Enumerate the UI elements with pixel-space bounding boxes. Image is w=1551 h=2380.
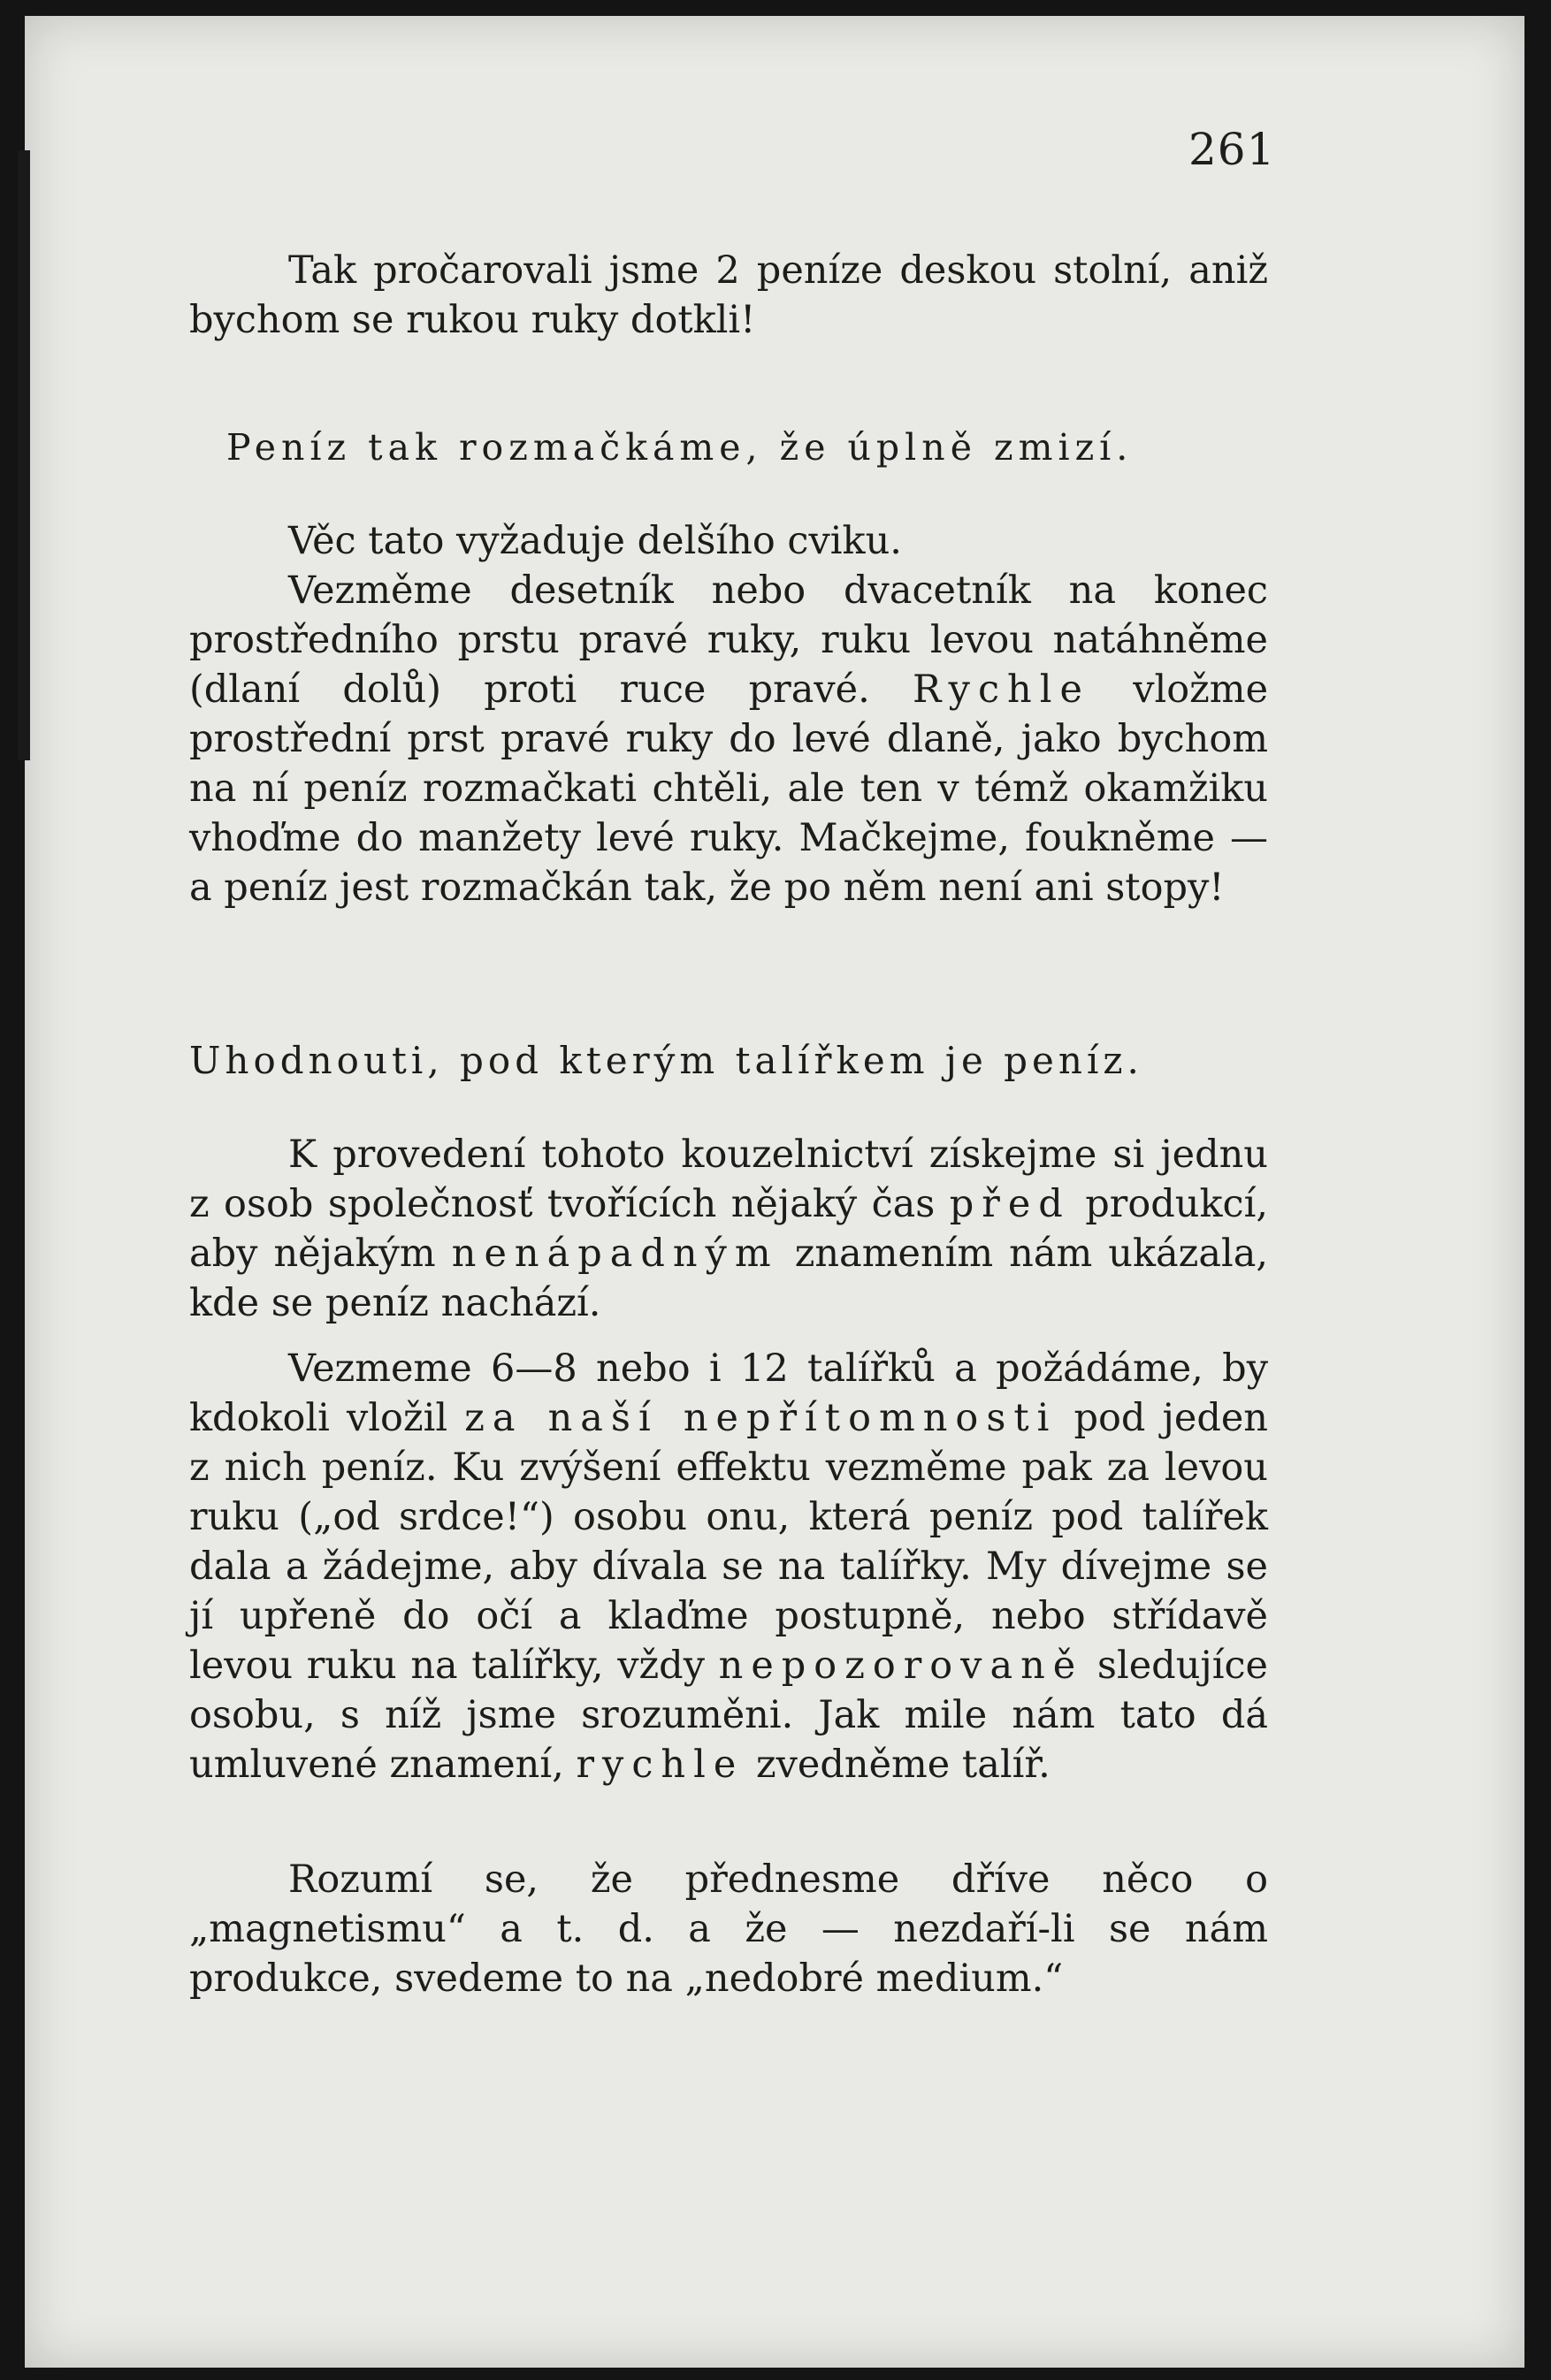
text-run: vložme prostřední prst pravé ruky do levé dlaně, jako bychom na ní peníz rozmačkati chtěli, ale ten v témž okamžiku vhoďme do manžety levé ruky. Mačkejme, foukněme — a peníz jest rozmačkán tak, že po něm není ani stopy! [189,667,1269,910]
emphasized-text: za naší nepřítomnosti [464,1396,1058,1440]
emphasized-text: nepozorovaně [718,1644,1084,1688]
section-heading-guess-plate: Uhodnouti, pod kterým talířkem je peníz. [189,1039,1143,1082]
page-edge-shadow [18,150,30,760]
paragraph-coins-through-table: Tak pročarovali jsme 2 peníze deskou stolní, aniž bychom se rukou ruky dotkli! [189,248,1268,342]
section-heading-crush-coin: Peníz tak rozmačkáme, že úplně zmizí. [226,426,1134,469]
text-run: K provedení tohoto kouzelnictví získejme si jednu z osob společnosť tvořících nějaký čas [189,1133,1268,1226]
text-run: zvedněme talíř. [755,1743,1051,1787]
emphasized-text: rychle [576,1743,745,1787]
paragraph-magnetism-note: Rozumí se, že přednesme dříve něco o „magnetismu“ a t. d. a že — nezdaří-li se nám produkce, svedeme to na „nedobré medium.“ [189,1857,1268,2001]
text-run: Vezměme desetník nebo dvacetník na konec prostředního prstu pravé ruky, ruku levou natáhněme (dlaní dolů) proti ruce pravé. [189,568,1268,712]
paragraph-accomplice [189,1130,1268,1328]
emphasized-text: nenápadným [451,1232,779,1276]
page-number: 261 [1188,124,1276,175]
emphasized-text: Rychle [913,667,1090,712]
emphasized-text: před [949,1182,1071,1226]
text-run: Vezmeme 6—8 nebo i 12 talířků a požádáme, by kdokoli vložil [189,1346,1268,1440]
text-run: pod jeden z nich peníz. Ku zvýšení effektu vezměme pak za levou ruku („od srdce!“) osobu onu, která peníz pod talířek dala a žádejme, aby dívala se na talířky. My dívejme se jí upřeně do očí a klaďme postupně, nebo střídavě levou ruku na talířky, vždy [189,1396,1268,1688]
paragraph-plates-procedure [189,1344,1268,1789]
text-run: sledujíce osobu, s níž jsme srozuměni. Jak mile nám tato dá umluvené znamení, [189,1644,1269,1787]
paragraph-practice-note: Věc tato vyžaduje delšího cviku. [288,519,902,563]
text-run: produkcí, aby nějakým [189,1182,1268,1276]
text-run: znamením nám ukázala, kde se peníz nachází. [189,1232,1269,1325]
paragraph-crush-method [189,566,1268,912]
